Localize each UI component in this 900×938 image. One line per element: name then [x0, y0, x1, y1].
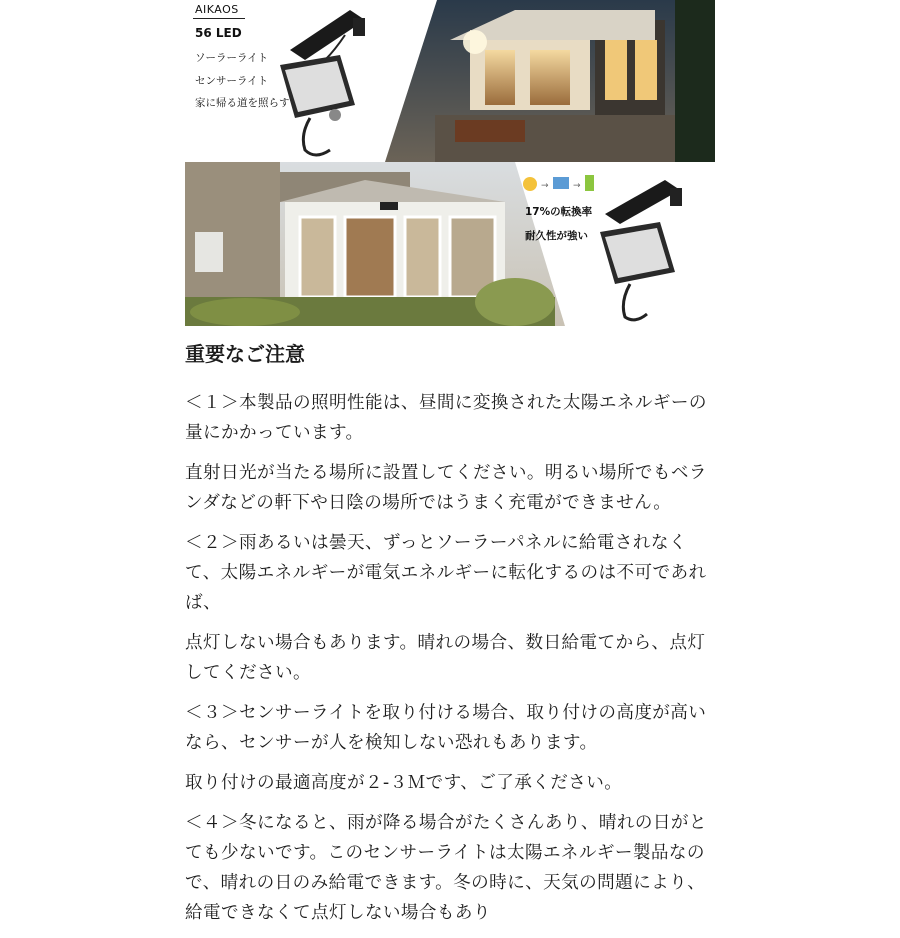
solar-panel-icon	[553, 177, 569, 189]
product-banner-bottom	[185, 162, 715, 326]
notice-paragraph: ＜３＞センサーライトを取り付ける場合、取り付けの高度が高いなら、センサーが人を検知しない恐れもあります。	[185, 703, 707, 753]
led-count-label: 56 LED	[195, 26, 242, 40]
notice-paragraph: ＜２＞雨あるいは曇天、ずっとソーラーパネルに給電されなくて、太陽エネルギーが電気エネルギーに転化するのは不可であれば、	[185, 533, 707, 613]
notice-paragraph: 直射日光が当たる場所に設置してください。明るい場所でもベランダなどの軒下や日陰の場所ではうまく充電ができません。	[185, 463, 707, 513]
feature-label-path: 家に帰る道を照らす	[195, 97, 290, 109]
notice-heading: 重要なご注意	[185, 342, 305, 366]
brand-underline	[193, 18, 245, 19]
arrow-icon: →	[541, 181, 549, 191]
arrow-icon: →	[573, 181, 581, 191]
battery-icon	[585, 175, 594, 191]
conversion-rate-label: 17%の転換率	[525, 206, 593, 218]
notice-paragraph: 取り付けの最適高度が２-３Ｍです、ご了承ください。	[185, 773, 623, 793]
durability-label: 耐久性が強い	[525, 230, 588, 242]
sun-icon	[523, 177, 537, 191]
feature-label-solar: ソーラーライト	[195, 52, 269, 64]
notice-section	[185, 336, 715, 938]
feature-label-sensor: センサーライト	[195, 75, 269, 87]
notice-paragraph: ＜１＞本製品の照明性能は、昼間に変換された太陽エネルギーの量にかかっています。	[185, 393, 707, 443]
notice-paragraph: ＜４＞冬になると、雨が降る場合がたくさんあり、晴れの日がとても少ないです。このセンサーライトは太陽エネルギー製品なので、晴れの日のみ給電できます。冬の時に、天気の問題により、給電できなくて点灯しない場合もあり	[185, 813, 707, 923]
brand-name: AIKAOS	[195, 3, 239, 16]
product-banner-top	[185, 0, 715, 162]
notice-paragraph: 点灯しない場合もあります。晴れの場合、数日給電てから、点灯してください。	[185, 633, 706, 683]
banner-bottom-image	[185, 162, 715, 326]
